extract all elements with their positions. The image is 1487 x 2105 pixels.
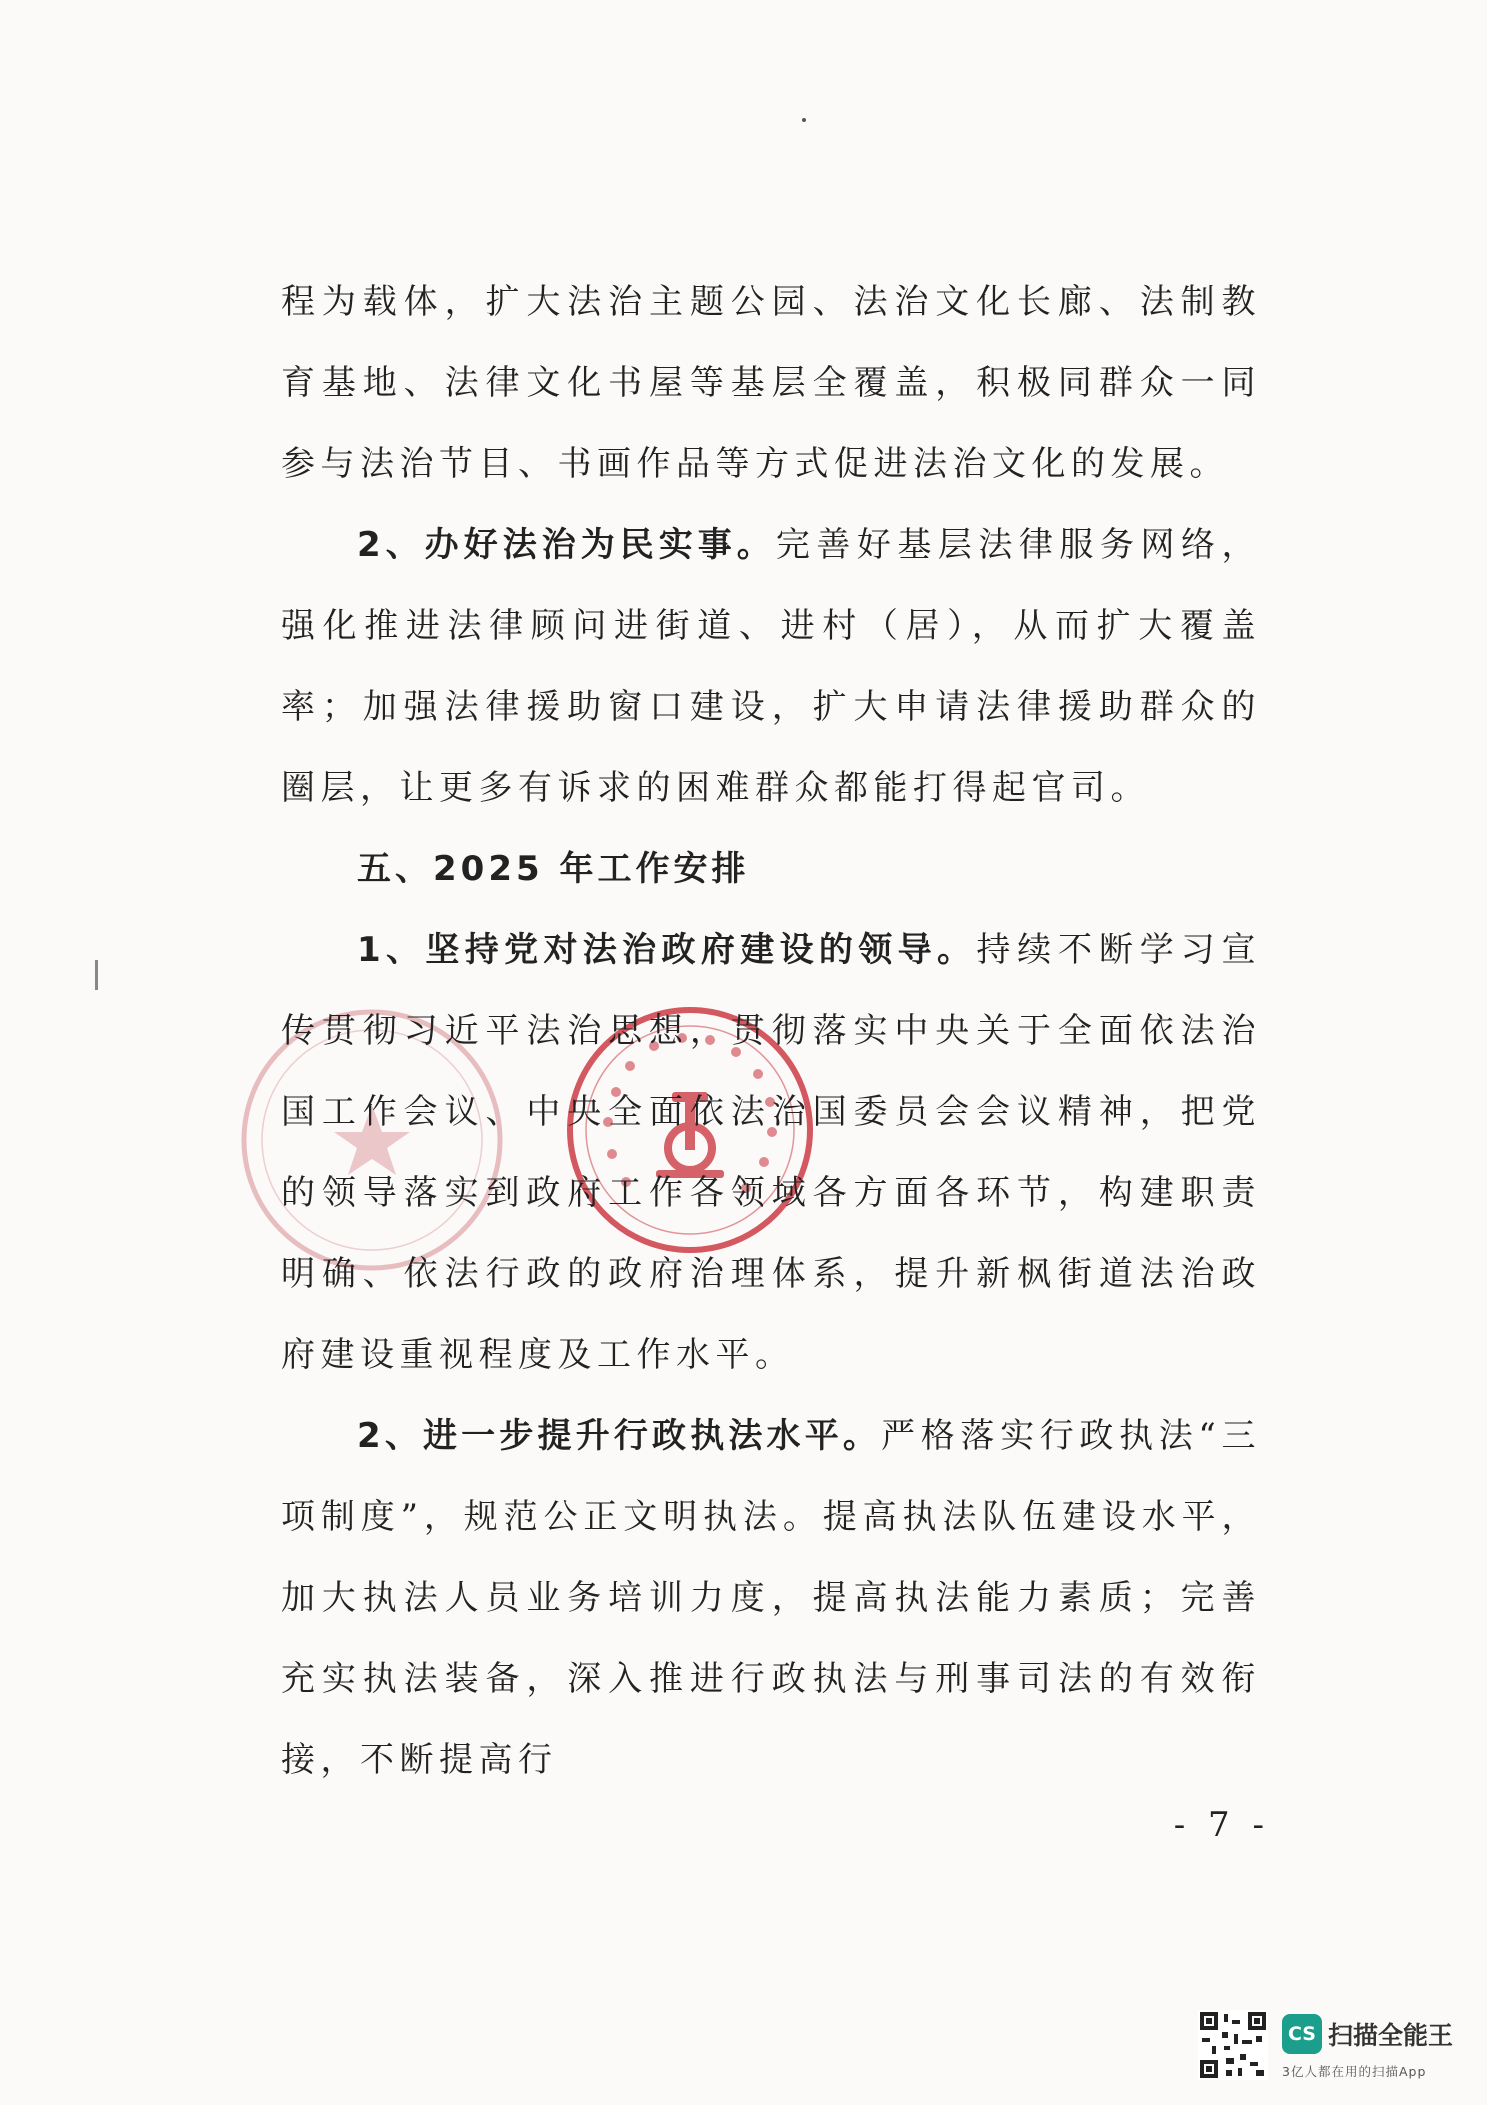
paragraph-text: 持续不断学习宣传贯彻习近平法治思想，贯彻落实中央关于全面依法治国工作会议、中央全面依法治国委员会会议精神，把党的领导落实到政府工作各领域各方面各环节，构建职责明确、依法行政的政府治理体系，提升新枫街道法治政府建设重视程度及工作水平。 [281,930,1262,1375]
paragraph-lead: 2、进一步提升行政执法水平。 [357,1416,882,1456]
scan-margin-mark [95,960,98,990]
paragraph-text: 完善好基层法律服务网络，强化推进法律顾问进街道、进村（居），从而扩大覆盖率；加强法律援助窗口建设，扩大申请法律援助群众的圈层，让更多有诉求的困难群众都能打得起官司。 [281,525,1261,808]
scanner-app-name: 扫描全能王 [1328,2021,1454,2050]
body-text [281,262,1261,1801]
scan-speck [802,118,806,122]
paragraph-continuation [281,262,1261,505]
page-number: - 7 - [1173,1805,1270,1845]
scanner-watermark [1198,2010,1466,2088]
paragraph-item [281,910,1261,1396]
paragraph-text: 程为载体，扩大法治主题公园、法治文化长廊、法制教育基地、法律文化书屋等基层全覆盖，积极同群众一同参与法治节目、书画作品等方式促进法治文化的发展。 [281,282,1261,484]
paragraph-lead: 1、坚持党对法治政府建设的领导。 [357,930,977,970]
paragraph-item [281,505,1261,829]
qr-code-icon [1198,2010,1268,2080]
scanner-tagline: 3亿人都在用的扫描App [1282,2064,1427,2079]
cs-logo-icon: CS [1282,2014,1322,2054]
paragraph-lead: 2、办好法治为民实事。 [357,525,776,565]
paragraph-item [281,1396,1261,1801]
paragraph-text: 严格落实行政执法“三项制度”，规范公正文明执法。提高执法队伍建设水平，加大执法人员业务培训力度，提高执法能力素质；完善充实执法装备，深入推进行政执法与刑事司法的有效衔接，不断提高行 [281,1416,1261,1780]
section-heading: 五、2025 年工作安排 [357,849,750,889]
